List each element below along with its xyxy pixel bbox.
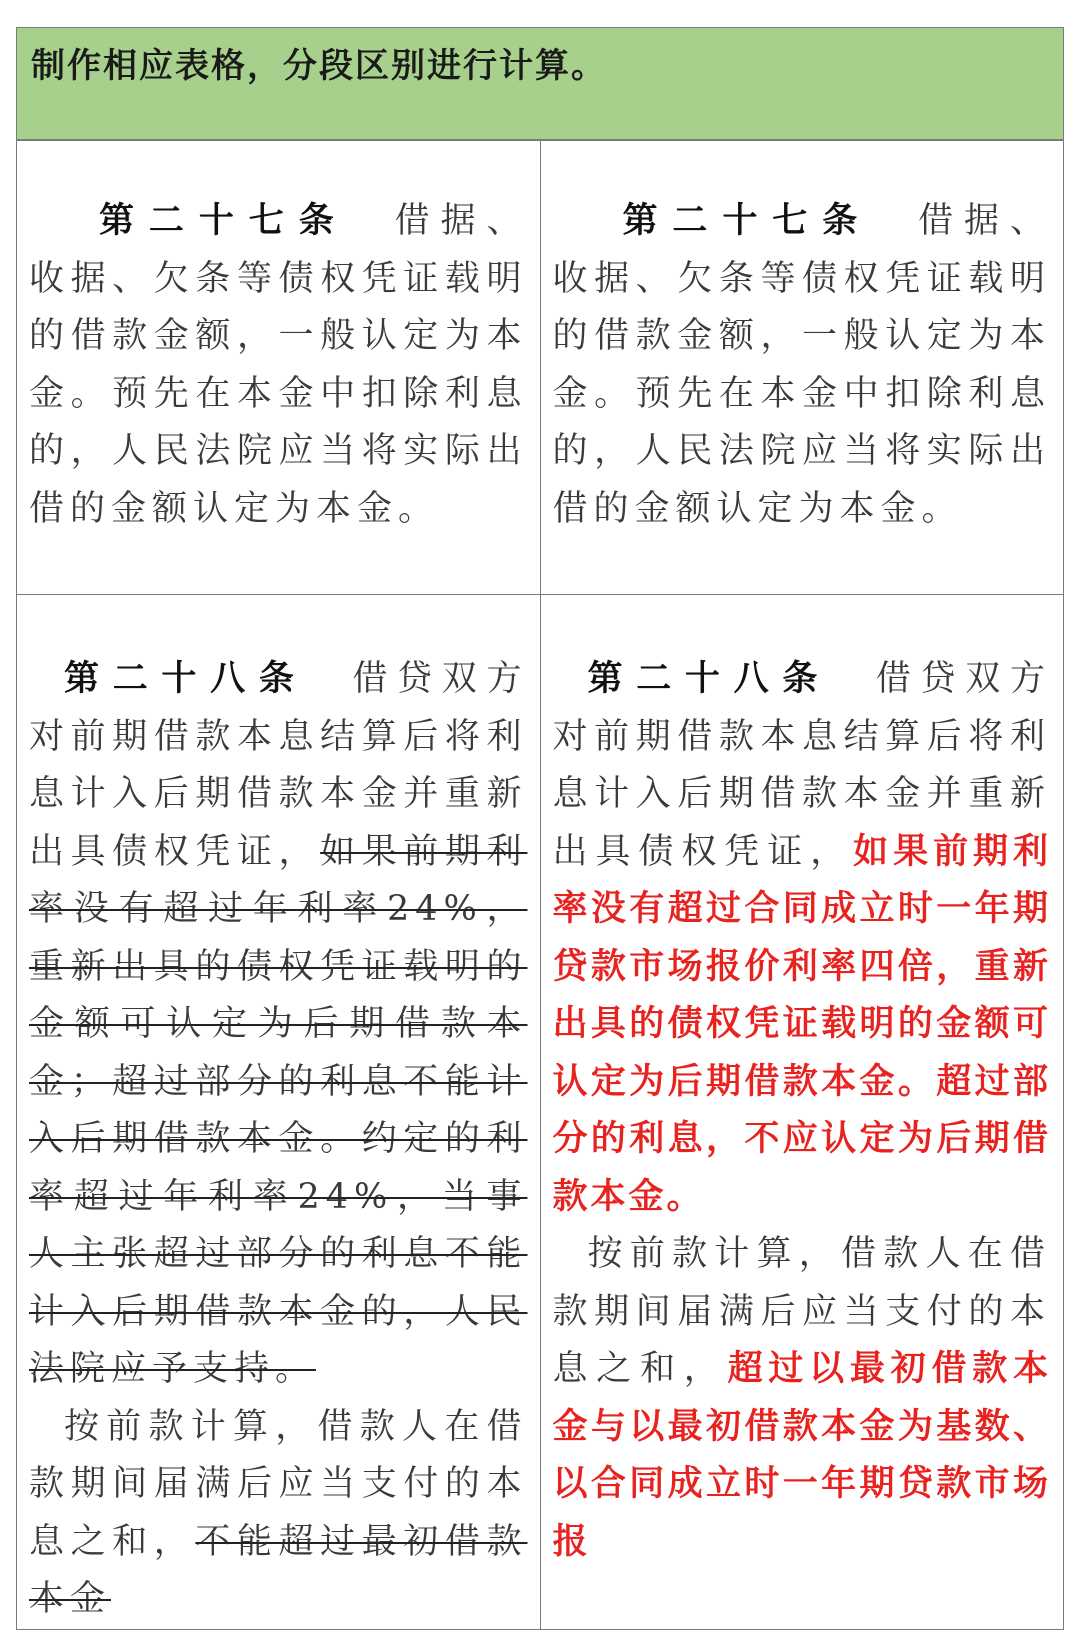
- article-body: 借贷双方对前期借款本息结算后将利息计入后期借款本金并重新出具债权凭证，: [552, 659, 1051, 872]
- article-number: 第二十七条: [99, 201, 349, 241]
- article-body: 借贷双方对前期借款本息结算后将利息计入后期借款本金并重新出具债权凭证，: [29, 659, 528, 872]
- document-page: [16, 27, 1064, 1630]
- article-paragraph: [553, 651, 1052, 1226]
- added-text: 如果前期利率没有超过合同成立时一年期贷款市场报价利率四倍，重新出具的债权凭证载明的金额可认定为后期借款本金。超过部分的利息，不应认定为后期借款本金。: [552, 831, 1051, 1217]
- article-number: 第二十八条: [587, 659, 832, 699]
- article-number: 第二十八条: [64, 659, 308, 699]
- added-text: 超过以最初借款本金与以最初借款本金为基数、以合同成立时一年期贷款市场报: [552, 1349, 1051, 1562]
- article-paragraph: [29, 651, 528, 1399]
- table-row: [17, 595, 1064, 1630]
- header-banner: [16, 27, 1064, 140]
- old-article-27-cell: [17, 141, 541, 595]
- comparison-table: [16, 140, 1064, 1630]
- old-article-28-cell: [17, 595, 541, 1630]
- article-body: 借据、收据、欠条等债权凭证载明的借款金额，一般认定为本金。预先在本金中扣除利息的，人民法院应当将实际出借的金额认定为本金。: [552, 201, 1051, 529]
- article-paragraph: [553, 1226, 1052, 1571]
- deleted-text: 如果前期利率没有超过年利率24%，重新出具的债权凭证载明的金额可认定为后期借款本金；超过部分的利息不能计入后期借款本金。约定的利率超过年利率24%，当事人主张超过部分的利息不能计入后期借款本金的，人民法院应予支持。: [29, 831, 528, 1389]
- table-row: [17, 141, 1064, 595]
- article-paragraph: [29, 1399, 528, 1629]
- article-paragraph: [553, 193, 1052, 538]
- article-number: 第二十七条: [622, 201, 873, 241]
- article-body: 按前款计算，借款人在借款期间届满后应当支付的本息之和，: [552, 1234, 1051, 1389]
- article-body: 借据、收据、欠条等债权凭证载明的借款金额，一般认定为本金。预先在本金中扣除利息的，人民法院应当将实际出借的金额认定为本金。: [29, 201, 528, 529]
- new-article-27-cell: [540, 141, 1064, 595]
- article-body: 按前款计算，借款人在借款期间届满后应当支付的本息之和，: [29, 1406, 528, 1562]
- header-text: 制作相应表格，分段区别进行计算。: [31, 46, 607, 86]
- new-article-28-cell: [540, 595, 1064, 1630]
- article-paragraph: [29, 193, 528, 538]
- deleted-text: 不能超过最初借款本金: [29, 1521, 528, 1619]
